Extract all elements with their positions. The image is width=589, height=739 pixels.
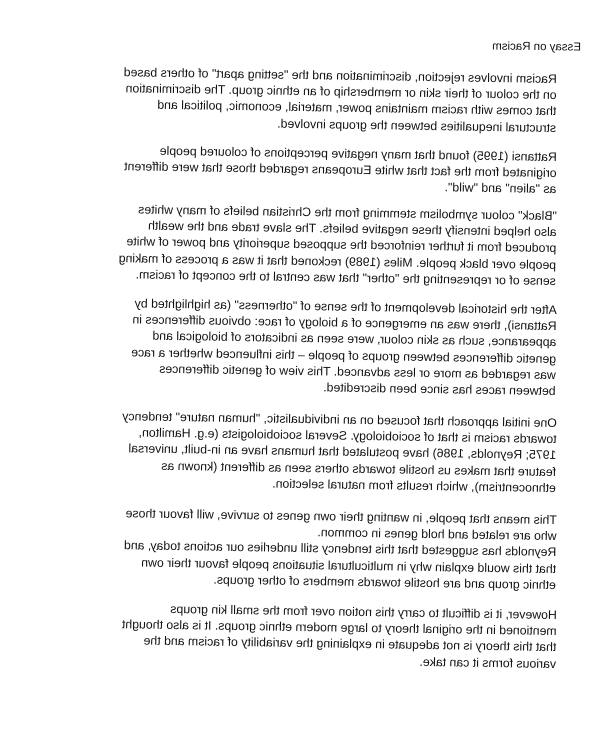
text-line: "Black" colour symbolism stemming from the Christian beliefs of many whites xyxy=(138,202,557,223)
text-line: people over black people. Miles (1989) reckoned that it was a process of making xyxy=(118,250,557,272)
text-line: also helped intensify these negative beliefs. The slave trade and the wealth xyxy=(147,218,557,240)
paragraph-1 xyxy=(26,63,557,136)
text-line: who are related and hold genes in common. xyxy=(317,525,557,544)
text-line: that this theory is not adequate in explaining the variability of racism and the xyxy=(143,633,557,655)
text-line: originated from the fact that white Europeans regarded those that were different xyxy=(124,159,557,181)
text-line: ethnic group and are hostile towards members of other groups. xyxy=(213,572,556,592)
text-line: was regarded as more or less advanced. This view of genetic differences xyxy=(159,361,556,382)
paragraph-3 xyxy=(26,200,557,289)
text-line: Rattansi (1995) found that many negative perceptions of coloured people xyxy=(159,143,557,164)
text-line: towards racism is that of sociobiology. Several sociobiologists (e.g. Hamilton, xyxy=(138,425,557,447)
text-line: One initial approach that focused on an individualistic, "human nature" tendency xyxy=(122,409,557,430)
paragraph-5 xyxy=(26,407,557,496)
text-line: that this would explain why in multicultural situations people favour their own xyxy=(141,555,557,576)
document-title: Essay on Racism xyxy=(492,40,582,54)
paragraph-7 xyxy=(26,599,557,672)
text-line: various forms it can take. xyxy=(419,654,557,671)
text-line: This means that people, in wanting their own genes to survive, will favour those xyxy=(125,506,557,527)
text-line: that comes with racism maintains power, material, economic, political and xyxy=(157,98,557,119)
text-line: on the colour of their skin or membership of an ethnic group. The discrimination xyxy=(125,81,557,103)
text-line: produced from it further reinforced the supposed superiority and power of white xyxy=(126,234,557,256)
text-line: 1975; Reynolds, 1986) have postulated that humans have an in-built, universal xyxy=(128,441,557,463)
text-line: appearance, such as skin colour, were seen as indicators of biological and xyxy=(152,329,557,350)
text-line: mentioned in the original theory to large modern ethnic groups. It is also thought xyxy=(121,617,557,639)
text-line: Reynolds has suggested that this tendency still underlies our actions today, and xyxy=(123,538,557,560)
text-line: sense of or representing the "other" that was central to the concept of racism. xyxy=(135,267,556,288)
text-line: Rattansi), there was an emergence of a biology of race: obvious differences in xyxy=(132,312,557,334)
text-line: Racism involves rejection, discrimination and the "setting apart" of others based xyxy=(123,65,557,86)
text-line: ethnocentrism), which results from natural selection. xyxy=(272,476,556,495)
text-line: feature that makes us hostile towards others seen as different (known as xyxy=(161,458,557,479)
text-line: However, it is difficult to carry this notion over from the small kin groups xyxy=(170,601,557,622)
text-line: between races has since been discredited. xyxy=(323,380,556,399)
paragraph-6 xyxy=(26,504,557,593)
text-line: genetic differences between groups of people – this influenced whether a race xyxy=(131,344,557,366)
text-line: structural inequalities between the groups involved. xyxy=(277,116,557,135)
text-line: as "alien" and "wild". xyxy=(444,180,557,197)
paragraph-2 xyxy=(26,141,557,198)
paragraph-4 xyxy=(26,294,557,400)
text-line: After the historical development of the sense of "otherness" (as highlighted by xyxy=(134,296,557,317)
